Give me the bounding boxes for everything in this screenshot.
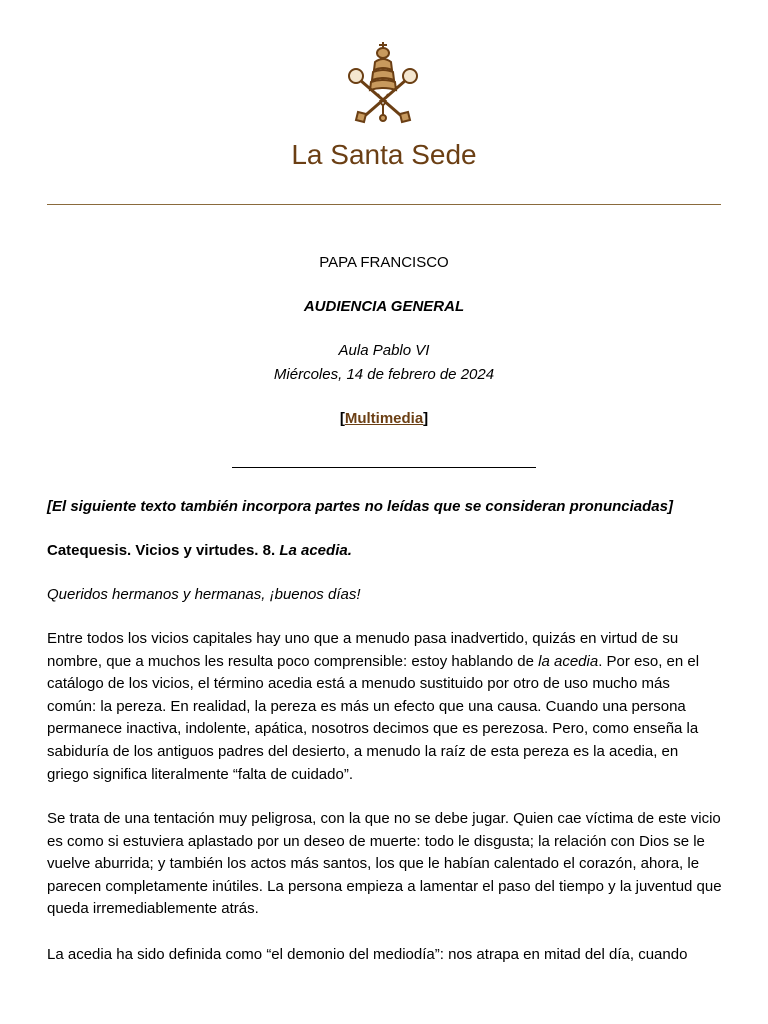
- date-line: Miércoles, 14 de febrero de 2024: [273, 366, 495, 383]
- site-title[interactable]: La Santa Sede: [291, 139, 477, 170]
- paragraph-3: La acedia ha sido definida como “el demonio del mediodía”: nos atrapa en mitad del día, cuando: [47, 946, 688, 963]
- catechesis-heading: [47, 540, 723, 563]
- papal-coat-of-arms-icon: [338, 40, 428, 126]
- paragraph-1-part-a: Entre todos los vicios capitales hay uno que a menudo pasa inadvertido, quizás en virtud de su nombre, que a muchos les resulta poco comprensible: estoy hablando de: [47, 630, 679, 670]
- bracket-close: ]: [423, 410, 429, 427]
- multimedia-link[interactable]: Multimedia: [344, 410, 424, 427]
- paragraph-1-emphasis: la acedia: [538, 652, 599, 670]
- paragraph-2: Se trata de una tentación muy peligrosa, con la que no se debe jugar. Quien cae víctima de este vicio es como si estuviera aplastado por un deseo de muerte: todo le disgusta; la relación con Dios se le vuelve aburrida; y también los actos más santos, los que le habían calentado el corazón, ahora, le parecen completamente inútiles. La persona empieza a lamentar el paso del tiempo y la juventud que queda irremediablemente atrás.: [47, 810, 722, 918]
- greeting: Queridos hermanos y hermanas, ¡buenos días!: [47, 586, 361, 603]
- multimedia-line: [0, 408, 768, 430]
- editorial-note: [El siguiente texto también incorpora partes no leídas que se consideran pronunciadas]: [47, 498, 673, 515]
- header-divider: [47, 204, 721, 205]
- author-line: PAPA FRANCISCO: [319, 254, 449, 271]
- separator-line: [232, 455, 536, 468]
- paragraph-1: [47, 628, 723, 786]
- catechesis-title: La acedia.: [279, 542, 352, 559]
- paragraph-1-part-b: . Por eso, en el catálogo de los vicios, el término acedia está a menudo sustituido por otro de uso mucho más común: la pereza. En realidad, la pereza es más un efecto que una causa. Cuando una persona permanece inactiva, indolente, apática, nosotros decimos que es perezosa. Pero, como enseña la sabiduría de los antiguos padres del desierto, a menudo la raíz de esta pereza es la acedia, en griego significa literalmente “falta de cuidado”.: [47, 652, 700, 783]
- location-line: Aula Pablo VI: [338, 342, 430, 359]
- event-title: AUDIENCIA GENERAL: [303, 298, 465, 315]
- bracket-open: [: [339, 410, 345, 427]
- catechesis-prefix: Catequesis. Vicios y virtudes. 8.: [47, 542, 280, 559]
